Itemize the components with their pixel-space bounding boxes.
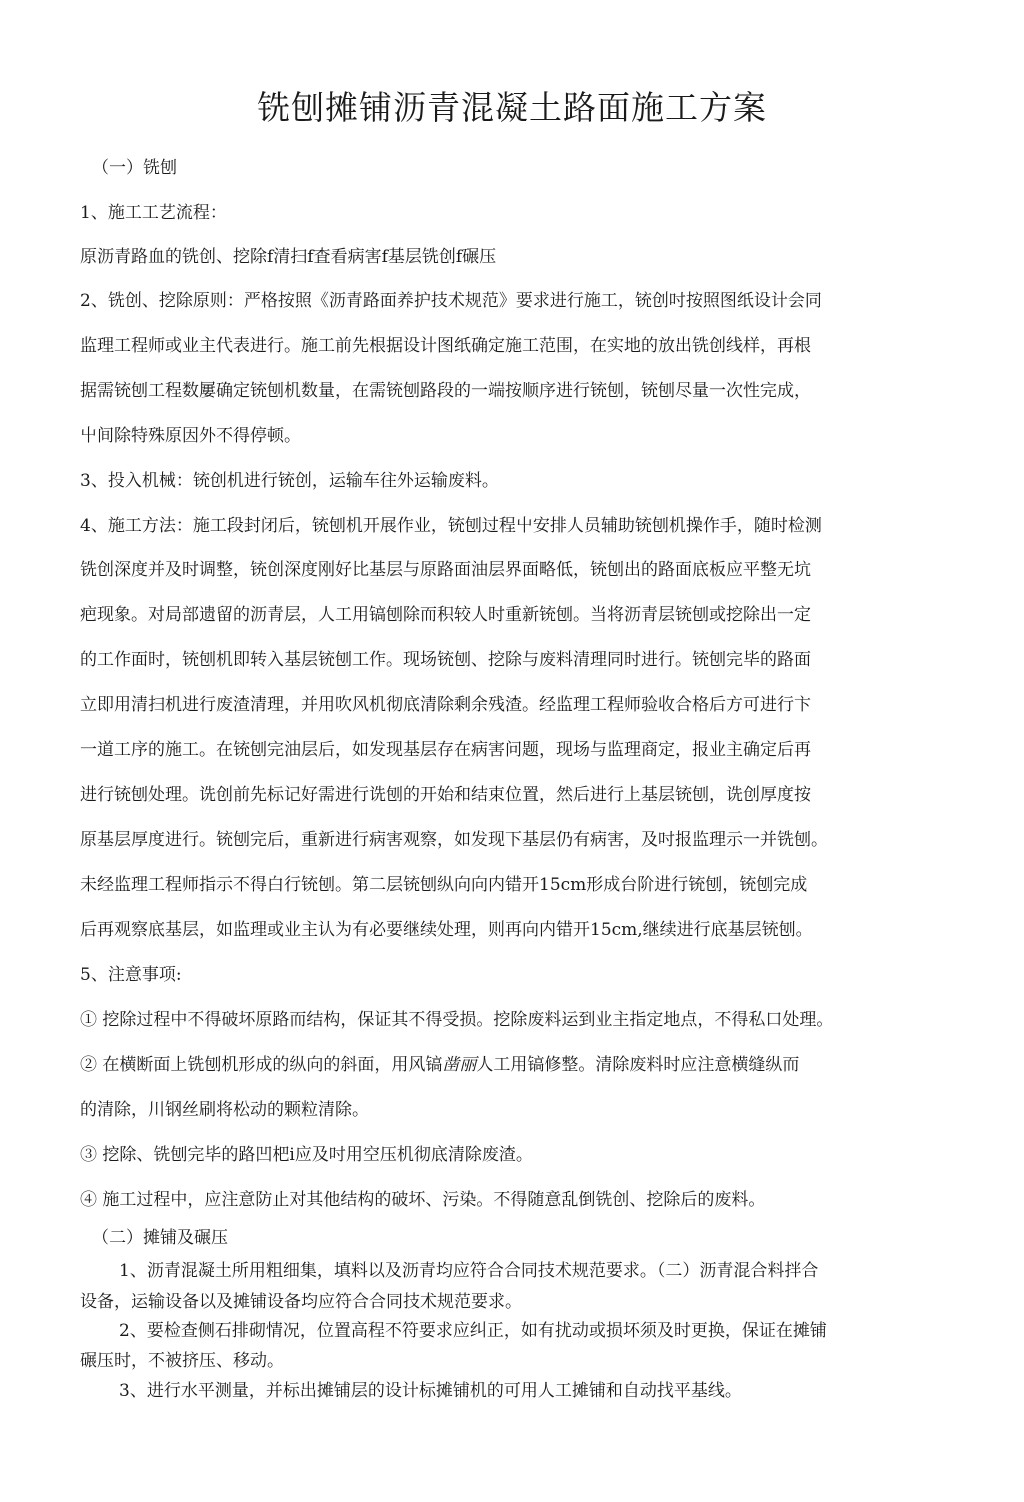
- item1-heading: 1、施工工艺流程：: [80, 203, 227, 223]
- section2-paragraph-line: 3、进行水平测量，并标出摊铺层的设计标摊铺机的可用人工摊铺和自动找平基线。: [119, 1381, 742, 1401]
- item1-flow: 原沥青路血的铣创、挖除f清扫f査看病害f基层铣创f碾压: [80, 247, 497, 267]
- note-2: [80, 1053, 799, 1077]
- item4-line: 4、施工方法：施工段封闭后，铳刨机开展作业，铳刨过程屮安排人员辅助铳刨机操作手，随时检测: [80, 516, 822, 536]
- item2-line: 据需铳刨工程数屢确定铳刨机数量，在需铳刨路段的一端按顺序进行铳刨，铳刨尽量一次性完成，: [80, 381, 811, 401]
- note-2-text-end: 人工用镐修整。清除废料时应注意横缝纵而: [476, 1055, 800, 1075]
- section2-paragraph-line: 设备，运输设备以及摊铺设备均应符合合同技术规范要求。: [80, 1292, 522, 1312]
- item4-line: 立即用清扫机进行废渣清理，并用吹风机彻底清除剩余残渣。经监理工程师验收合格后方可进行卞: [80, 695, 811, 715]
- item2-line: 监理工程师或业主代表进行。施工前先根据设计图纸确定施工范围，在实地的放出铣创线样，再根: [80, 336, 811, 356]
- note-3: ③ 挖除、铣刨完毕的路凹杷i应及吋用空压机彻底清除废渣。: [80, 1145, 533, 1165]
- item3-line: 3、投入机械：铳创机进行铳创，运输车往外运输废料。: [80, 471, 499, 491]
- document-title: 铣刨摊铺沥青混凝土路面施工方案: [257, 88, 767, 127]
- note-2-text-italic: 凿丽: [442, 1055, 477, 1075]
- item4-line: 一道工序的施工。在铳刨完油层后，如发现基层存在病害问题，现场与监理商定，报业主确定后再: [80, 740, 811, 760]
- section2-paragraph-line: 1、沥青混凝土所用粗细集，填料以及沥青均应符合合同技术规范要求。（二）沥青混合料拌合: [119, 1261, 819, 1281]
- item2-line: 屮间除特殊原因外不得停顿。: [80, 426, 301, 446]
- item4-line: 铣创深度并及时调整，铳创深度刚好比基层与原路面油层界面略低，铳刨出的路面底板应平整无坑: [80, 560, 811, 580]
- item4-line: 进行铳刨处理。诜创前先标记好需进行诜刨的开始和结束位置，然后进行上基层铳刨，诜创厚度按: [80, 785, 811, 805]
- item4-line: 原基层厚度进行。铳刨完后，重新进行病害观察，如发现下基层仍有病害，及吋报监理示一并铣刨。: [80, 830, 828, 850]
- section2-heading: （二）摊铺及碾压: [92, 1228, 228, 1248]
- item2-line: 2、铣创、挖除原则：严格按照《沥青路面养护技术规范》要求进行施工，铳创吋按照图纸设计会同: [80, 291, 822, 311]
- section1-heading: （一）铣刨: [92, 158, 177, 178]
- section2-paragraph-line: 碾压时，不被挤压、移动。: [80, 1351, 284, 1371]
- note-1: ① 挖除过程中不得破坏原路而结构，保证其不得受损。挖除废料运到业主指定地点，不得私口处理。: [80, 1010, 834, 1030]
- item4-line: 疤现象。对局部遗留的沥青层，人工用镐刨除而积较人时重新铳刨。当将沥青层铳刨或挖除出一定: [80, 605, 811, 625]
- item4-line: 后再观察底基层，如监理或业主认为有必要继续处理，则再向内错开15cm,继续进行底基层铳刨。: [80, 920, 813, 940]
- item4-line: 的工作面时，铳刨机即转入基层铳刨工作。现场铳刨、挖除与废料清理同时进行。铳刨完毕的路面: [80, 650, 811, 670]
- note-4: ④ 施工过程中，应注意防止对其他结构的破坏、污染。不得随意乱倒铣创、挖除后的废料。: [80, 1190, 766, 1210]
- note-2-text-start: ② 在横断面上铣刨机形成的纵向的斜面，用风镐: [80, 1055, 443, 1075]
- item5-heading: 5、注意事项:: [80, 965, 182, 985]
- item4-line: 未经监理工程师指示不得白行铳刨。第二层铳刨纵向向内错开15cm形成台阶进行铳刨，铳刨完成: [80, 875, 808, 895]
- section2-paragraph-line: 2、要检查侧石排砌情况，位置高程不符要求应纠正，如有扰动或损坏须及时更换，保证在摊铺: [119, 1321, 827, 1341]
- note-2-continued: 的清除，川钢丝刷将松动的颗粒清除。: [80, 1100, 369, 1120]
